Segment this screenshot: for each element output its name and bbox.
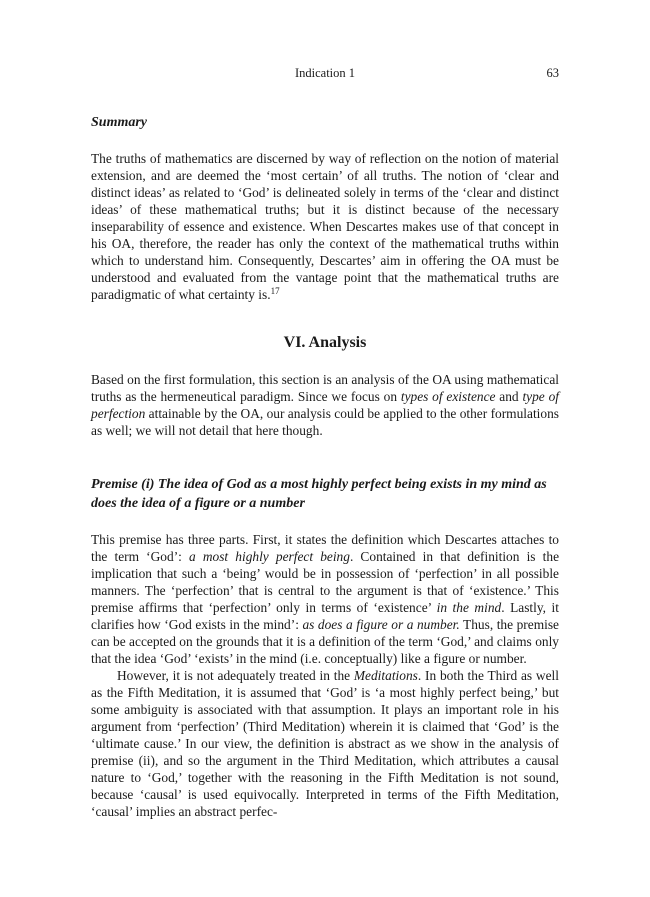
premise-text: . Contained in that definition is the implication that such a ‘being’ would be in possession of ‘perfection’ in all possible manners. The ‘perfection’ that is central to the argument is that of ‘existence.’ This premise affirms that ‘perfection’ only in terms of ‘existence’ — [91, 549, 560, 615]
page-body — [91, 114, 559, 820]
summary-text: The truths of mathematics are discerned by way of reflection on the notion of material extension, and are deemed the ‘most certain’ of all truths. The notion of ‘clear and distinct ideas’ as related to ‘God’ is delineated solely in terms of the ‘clear and distinct ideas’ of these mathematical truths; but it is distinct because of the necessary inseparability of essence and existence. When Descartes makes use of that concept in his OA, therefore, the reader has only the context of the mathematical truths within which to understand him. Consequently, Descartes’ aim in offering the OA must be understood and evaluated from the vantage point that the mathematical truths are paradigmatic of what certainty is. — [91, 151, 559, 302]
analysis-intro-emphasis: types of existence — [400, 389, 496, 404]
premise-emphasis: as does a figure or a number. — [302, 617, 460, 632]
analysis-intro-text: attainable by the OA, our analysis could be applied to the other formulations as well; we will not detail that here though. — [91, 406, 559, 438]
premise-paragraph-1 — [91, 531, 559, 667]
summary-heading: Summary — [91, 115, 148, 130]
premise-text: However, it is not adequately treated in the — [117, 668, 354, 683]
premise-text: . Lastly, it clarifies how ‘God exists in the mind’: — [91, 600, 559, 632]
analysis-intro-emphasis: type of perfection — [91, 389, 559, 421]
footnote-ref: 17 — [270, 286, 280, 296]
premise-heading: Premise (i) The idea of God as a most highly perfect being exists in my mind as does the idea of a figure or a number — [91, 477, 547, 511]
premise-emphasis: Meditations — [353, 668, 418, 683]
running-head — [91, 66, 559, 82]
analysis-heading: VI. Analysis — [283, 334, 367, 351]
summary-paragraph — [91, 150, 559, 303]
page-number: 63 — [546, 66, 559, 80]
premise-emphasis: in the mind — [436, 600, 502, 615]
analysis-intro-paragraph — [91, 371, 559, 439]
analysis-intro-text: Based on the first formulation, this section is an analysis of the OA using mathematical truths as the hermeneutical paradigm. Since we focus on — [91, 372, 559, 404]
running-head-title: Indication 1 — [294, 66, 356, 80]
premise-text: This premise has three parts. First, it states the definition which Descartes attaches to the term ‘God’: — [91, 532, 559, 564]
premise-text: . In both the Third as well as the Fifth Meditation, it is assumed that ‘God’ is ‘a most highly perfect being,’ but some ambiguity is associated with that assumption. It plays an important role in his argument from ‘perfection’ (Third Meditation) wherein it is claimed that ‘God’ is the ‘ultimate cause.’ In our view, the definition is abstract as we show in the analysis of premise (ii), and so the argument in the Third Meditation, which attributes a causal nature to ‘God,’ together with the reasoning in the Fifth Meditation is not sound, because ‘causal’ is used equivocally. Interpreted in terms of the Fifth Meditation, ‘causal’ implies an abstract perfec- — [91, 668, 559, 819]
premise-text: Thus, the premise can be accepted on the grounds that it is a definition of the term ‘God,’ and claims only that the idea ‘God’ ‘exists’ in the mind (i.e. conceptually) like a figure or number. — [91, 617, 559, 666]
analysis-intro-text: and — [495, 389, 523, 404]
premise-paragraph-2 — [91, 667, 559, 820]
premise-emphasis: a most highly perfect being — [189, 549, 350, 564]
